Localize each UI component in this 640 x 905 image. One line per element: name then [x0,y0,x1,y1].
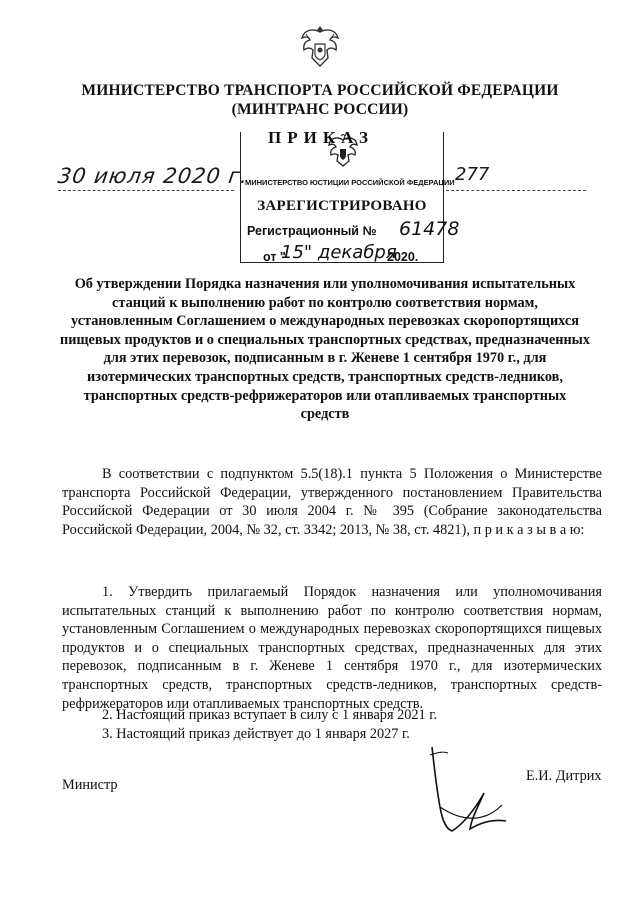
minister-name: Е.И. Дитрих [526,768,602,784]
stamp-date-handwritten: 15" декабря [281,242,397,263]
stamp-registered: ЗАРЕГИСТРИРОВАНО [257,198,427,214]
stamp-ministry-label: МИНИСТЕРСТВО ЮСТИЦИИ РОССИЙСКОЙ ФЕДЕРАЦИИ [245,178,455,187]
signature-mark [422,745,512,835]
order-item-1: 1. Утвердить прилагаемый Порядок назначения или уполномочивания испытательных станций к выполнению работ по контролю соответствия нормам, установленным Соглашением о международных перевозках скоропортящихся пищевых продуктов и о специальных транспортных средствах, предназначенных для этих перевозок, подписанным в г. Женеве 1 сентября 1970 г., для изотермических транспортных средств, транспортных средств-ледников, транспортных средств-рефрижераторов или отапливаемых транспортных средств. [62,584,602,712]
ministry-short-name: (МИНТРАНС РОССИИ) [231,101,409,118]
date-underline [58,190,234,191]
document-title: Об утверждении Порядка назначения или уполномочивания испытательных станций к выполнению работ по контролю соответствия нормам, установленным Соглашением о международных перевозках скоропортящихся пищевых продуктов и о специальных транспортных средствах, предназначенных для этих перевозок, подписанным в г. Женеве 1 сентября 1970 г., для изотермических транспортных средств, транспортных средств-ледников, транспортных средств-рефрижераторов или отапливаемых транспортных средств [60,276,590,423]
document-type: ПРИКАЗ [268,128,374,147]
stamp-from-label: от " [263,250,286,264]
registration-stamp [240,132,460,264]
order-number-handwritten: 277 [455,164,490,185]
minister-title: Министр [62,777,118,793]
ministry-name: МИНИСТЕРСТВО ТРАНСПОРТА РОССИЙСКОЙ ФЕДЕРАЦИИ [81,82,559,99]
order-item-3: 3. Настоящий приказ действует до 1 января 2027 г. [102,726,410,742]
stamp-reg-label: Регистрационный № [247,224,377,238]
stamp-year: 2020. [387,250,419,264]
intro-paragraph: В соответствии с подпунктом 5.5(18).1 пункта 5 Положения о Министерстве транспорта Российской Федерации, утвержденного постановлением Правительства Российской Федерации от 30 июля 2004 г. № 395 (Собрание законодательства Российской Федерации, 2004, № 32, ст. 3342; 2013, № 38, ст. 4821), п р и к а з ы в а ю: [62,466,602,538]
coat-of-arms-icon [298,22,342,70]
number-underline [446,190,586,191]
order-item-2: 2. Настоящий приказ вступает в силу с 1 января 2021 г. [102,707,438,723]
order-date-handwritten: 30 июля 2020 г. [56,164,250,188]
stamp-reg-number: 61478 [399,218,460,240]
